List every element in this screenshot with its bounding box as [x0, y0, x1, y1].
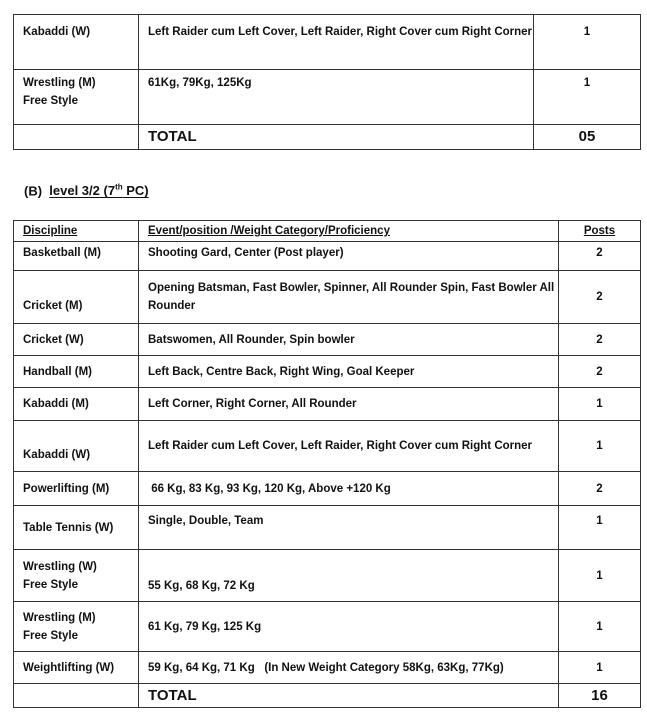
event-cell: Batswomen, All Rounder, Spin bowler: [139, 324, 559, 356]
discipline-cell: [14, 15, 139, 70]
posts-cell: 1: [559, 652, 641, 684]
event-cell: Left Raider cum Left Cover, Left Raider, Right Cover cum Right Corner: [139, 421, 559, 472]
table-row: [14, 550, 641, 602]
discipline-cell: Powerlifting (M): [14, 472, 139, 506]
table-row: [14, 15, 641, 70]
discipline-line: Free Style: [23, 95, 78, 107]
posts-cell: 1: [559, 388, 641, 421]
discipline-cell: Kabaddi (W): [14, 421, 139, 472]
event-cell: 59 Kg, 64 Kg, 71 Kg (In New Weight Category 58Kg, 63Kg, 77Kg): [139, 652, 559, 684]
table-row: [14, 652, 641, 684]
event-cell: Opening Batsman, Fast Bowler, Spinner, All Rounder Spin, Fast Bowler All Rounder: [139, 271, 559, 324]
total-label: TOTAL: [139, 125, 534, 150]
header-event: Event/position /Weight Category/Proficiency: [139, 221, 559, 242]
posts-cell: 1: [534, 15, 641, 70]
posts-cell: 2: [559, 242, 641, 271]
discipline-cell: Cricket (W): [14, 324, 139, 356]
discipline-line: Kabaddi (W): [23, 26, 91, 38]
posts-cell: 2: [559, 472, 641, 506]
event-cell: Left Raider cum Left Cover, Left Raider, Right Cover cum Right Corner: [139, 15, 534, 70]
posts-cell: 1: [534, 70, 641, 125]
continuation-table: [13, 14, 641, 150]
table-row: [14, 70, 641, 125]
discipline-cell: [14, 70, 139, 125]
total-value: 05: [534, 125, 641, 150]
discipline-cell: Basketball (M): [14, 242, 139, 271]
discipline-cell: Wrestling (M) Free Style: [14, 602, 139, 652]
table-row: [14, 356, 641, 388]
event-cell: 61 Kg, 79 Kg, 125 Kg: [139, 602, 559, 652]
section-title: level 3/2 (7th PC): [49, 183, 149, 199]
event-cell: 55 Kg, 68 Kg, 72 Kg: [139, 550, 559, 602]
discipline-cell: Weightlifting (W): [14, 652, 139, 684]
discipline-cell: Cricket (M): [14, 271, 139, 324]
empty-cell: [14, 125, 139, 150]
event-cell: Left Corner, Right Corner, All Rounder: [139, 388, 559, 421]
event-cell: Single, Double, Team: [139, 506, 559, 550]
total-row: [14, 684, 641, 708]
posts-cell: 1: [559, 421, 641, 472]
event-cell: Shooting Gard, Center (Post player): [139, 242, 559, 271]
posts-cell: 2: [559, 271, 641, 324]
table-row: [14, 242, 641, 271]
posts-cell: 1: [559, 602, 641, 652]
header-row: [14, 221, 641, 242]
event-cell: Left Back, Centre Back, Right Wing, Goal Keeper: [139, 356, 559, 388]
table-row: [14, 472, 641, 506]
table-row: [14, 506, 641, 550]
discipline-cell: Wrestling (W) Free Style: [14, 550, 139, 602]
header-discipline: Discipline: [14, 221, 139, 242]
empty-cell: [14, 684, 139, 708]
event-cell: 61Kg, 79Kg, 125Kg: [139, 70, 534, 125]
total-row: [14, 125, 641, 150]
section-heading: [24, 183, 149, 198]
table-row: [14, 271, 641, 324]
total-value: 16: [559, 684, 641, 708]
posts-cell: 2: [559, 324, 641, 356]
section-label: (B): [24, 183, 43, 199]
table-row: [14, 324, 641, 356]
discipline-line: Wrestling (M): [23, 77, 96, 89]
posts-cell: 1: [559, 506, 641, 550]
discipline-cell: Table Tennis (W): [14, 506, 139, 550]
posts-cell: 2: [559, 356, 641, 388]
table-row: [14, 388, 641, 421]
table-row: [14, 602, 641, 652]
header-posts: Posts: [559, 221, 641, 242]
total-label: TOTAL: [139, 684, 559, 708]
discipline-cell: Kabaddi (M): [14, 388, 139, 421]
posts-cell: 1: [559, 550, 641, 602]
event-cell: 66 Kg, 83 Kg, 93 Kg, 120 Kg, Above +120 Kg: [139, 472, 559, 506]
posts-table: [13, 220, 641, 708]
table-row: [14, 421, 641, 472]
discipline-cell: Handball (M): [14, 356, 139, 388]
